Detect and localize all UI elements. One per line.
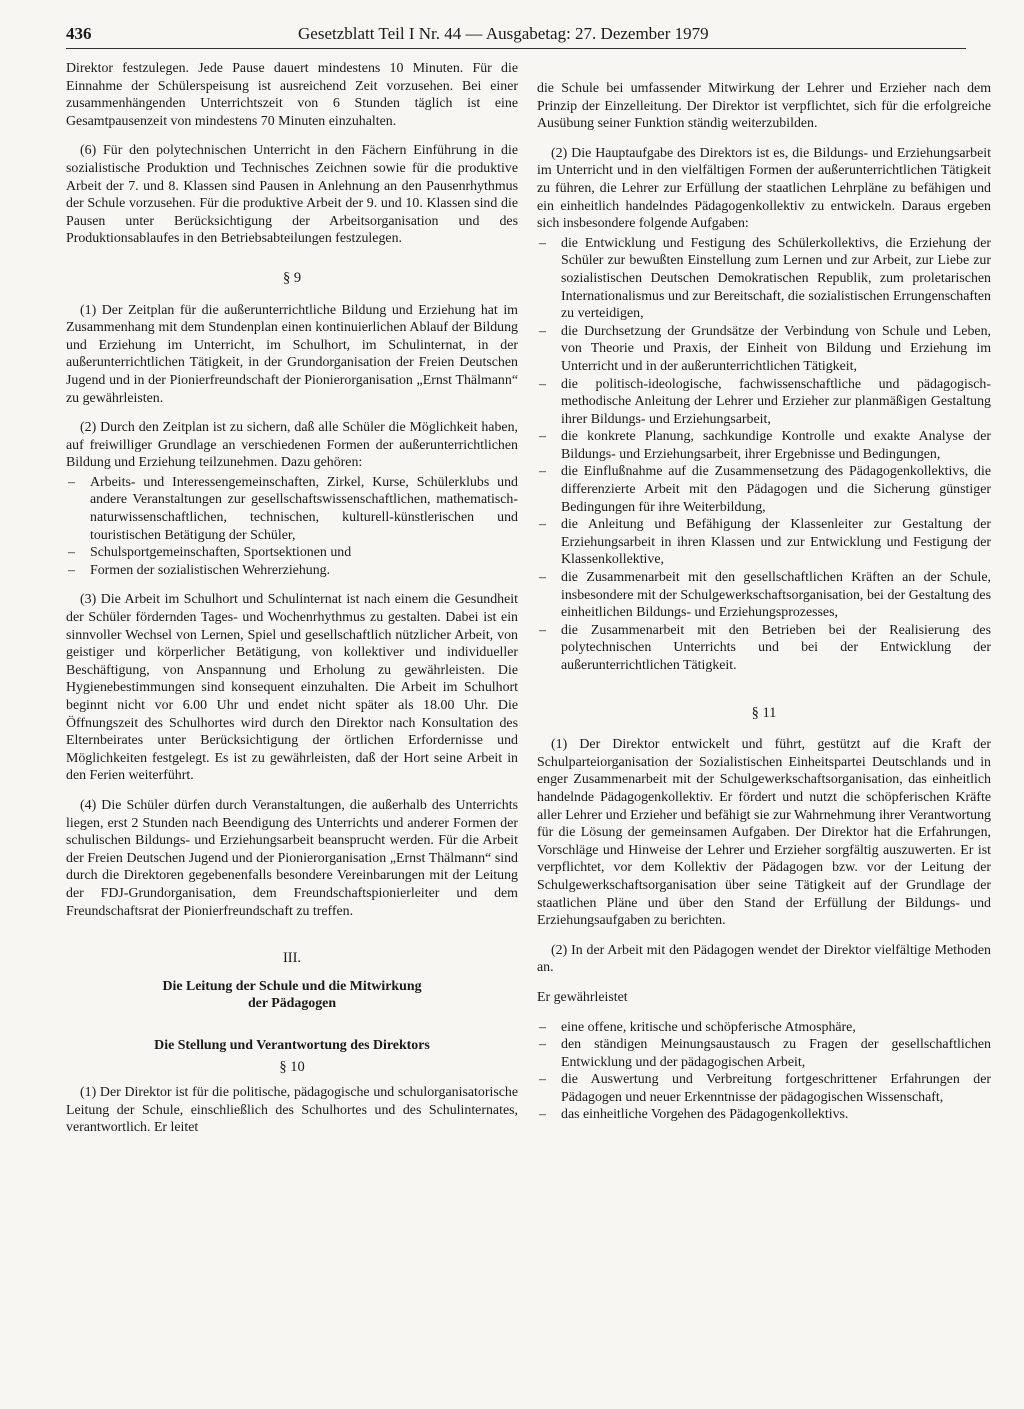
chapter-subtitle: Die Stellung und Verantwortung des Direktors [154,1037,430,1053]
list-item: – die Zusammenarbeit mit den Betrieben bei der Realisierung des polytechnischen Unterrichts und bei der Entwicklung der außerunterrichtlichen Tätigkeit. [537,622,991,675]
page-header [66,20,966,49]
list-item: – die Einflußnahme auf die Zusammensetzung des Pädagogenkollektivs, die differenzierte Arbeit mit den Pädagogen und die Sicherung günstiger Bedingungen für ihre Weiterbildung, [537,463,991,516]
section9-paragraph-1: (1) Der Zeitplan für die außerunterrichtliche Bildung und Erziehung hat im Zusammenhang mit dem Stundenplan einen kontinuierlichen Ablauf der Bildung und Erziehung im Unterricht, im Schulhort, im Schulinternat, in der außerunterrichtlichen Tätigkeit, in der Grundorganisation der Freien Deutschen Jugend und in der Pionierfreundschaft der Pionierorganisation „Ernst Thälmann“ zu gewährleisten. [66,302,518,406]
running-title: Gesetzblatt Teil I Nr. 44 — Ausgabetag: 27. Dezember 1979 [298,24,709,43]
section9-list [66,474,518,580]
section11-paragraph-1: (1) Der Direktor entwickelt und führt, gestützt auf die Kraft der Schulparteiorganisation der Sozialistischen Einheitspartei Deutschlands und in enger Zusammenarbeit mit der Schulgewerkschaftsorganisation, das einheitlich handelnde Pädagogenkollektiv. Er fördert und nutzt die schöpferischen Kräfte aller Lehrer und Erzieher und befähigt sie zur Wahrnehmung ihrer Verantwortung für die Lösung der gemeinsamen Aufgaben. Der Direktor hat die Erfahrungen, Vorschläge und Hinweise der Lehrer und Erzieher sorgfältig auszuwerten. Er ist verpflichtet, vor dem Kollektiv der Pädagogen bzw. vor der Leitung der Schulgewerkschaftsorganisation über seine Tätigkeit auf der Grundlage der staatlichen Pläne und über den Stand der Erfüllung der Bildungs- und Erziehungsaufgaben zu berichten. [537,737,991,929]
paragraph-continued-right: die Schule bei umfassender Mitwirkung der Lehrer und Erzieher nach dem Prinzip der Einzelleitung. Der Direktor ist verpflichtet, sich für die erfolgreiche Ausübung seiner Funktion ständig weiterzubilden. [537,81,991,132]
section10-paragraph-2: (2) Die Hauptaufgabe des Direktors ist es, die Bildungs- und Erziehungsarbeit im Unterricht und in den vielfältigen Formen der außerunterrichtlichen Tätigkeit zu führen, die Lehrer zur Erfüllung der staatlichen Lehrpläne zu befähigen und ein einheitlich handelndes Pädagogenkollektiv zu entwickeln. Daraus ergeben sich insbesondere folgende Aufgaben: [537,145,991,232]
section9-paragraph-3: (3) Die Arbeit im Schulhort und Schulinternat ist nach einem die Gesundheit der Schüler fördernden Tages- und Wochenrhythmus zu gestalten. Dabei ist ein sinnvoller Wechsel von Lernen, Spiel und gesellschaftlich nützlicher Arbeit, von geistiger und körperlicher Betätigung, von kollektiver und individueller Beschäftigung, von Anspannung und Erholung zu gewährleisten. Die Hygienebestimmungen sind konsequent einzuhalten. Die Arbeit im Schulhort beginnt nicht vor 6.00 Uhr und endet nicht später als 18.00 Uhr. Die Öffnungszeit des Schulhortes wird durch den Direktor nach Konsultation des Elternbeirates unter Berücksichtigung der örtlichen Erfordernisse und Möglichkeiten festgelegt. Es ist zu gewährleisten, daß der Hort seine Arbeit in den Ferien weiterführt. [66,592,518,784]
page-number: 436 [66,24,92,43]
section-heading-10: § 10 [279,1058,305,1075]
list-item: – Arbeits- und Interessengemeinschaften, Zirkel, Kurse, Schülerklubs und andere Veranstaltungen zur gesellschaftswissenschaftlichen, mathematisch-naturwissenschaftlichen, technischen, kulturell-künstlerischen und touristischen Betätigung der Schüler, [66,474,518,544]
section9-paragraph-2: (2) Durch den Zeitplan ist zu sichern, daß alle Schüler die Möglichkeit haben, auf freiwilliger Grundlage an verschiedenen Formen der außerunterrichtlichen Bildung und Erziehung teilzunehmen. Dazu gehören: [66,420,518,471]
left-column [66,60,518,1149]
section-heading-9: § 9 [282,269,302,286]
list-item: – die Zusammenarbeit mit den gesellschaftlichen Kräften an der Schule, insbesondere mit der Schulgewerkschaftsorganisation, bei der Gestaltung des einheitlichen Bildungs- und Erziehungsprozesses, [537,569,991,622]
right-column [537,80,991,1136]
section11-list-lead: Er gewährleistet [537,989,628,1005]
part-number: III. [282,950,302,967]
list-item: – die Entwicklung und Festigung des Schülerkollektivs, die Erziehung der Schüler zur bewußten Einstellung zum Lernen und zur Arbeit, zur Liebe zur sozialistischen Deutschen Demokratischen Republik, zum proletarischen Internationalismus und zur Bereitschaft, die sozialistischen Errungenschaften zu verteidigen, [537,235,991,323]
section-heading-11: § 11 [751,704,777,721]
part-title-line-2: der Pädagogen [247,996,337,1012]
list-item: – Formen der sozialistischen Wehrerziehung. [66,562,518,580]
section11-paragraph-2: (2) In der Arbeit mit den Pädagogen wendet der Direktor vielfältige Methoden an. [537,942,991,976]
section10-task-list [537,235,991,675]
list-item: – eine offene, kritische und schöpferische Atmosphäre, [537,1019,991,1037]
list-item: – die Durchsetzung der Grundsätze der Verbindung von Schule und Leben, von Theorie und Praxis, der Einheit von Bildung und Erziehung im Unterricht und in der außerunterrichtlichen Tätigkeit, [537,323,991,376]
section9-paragraph-4: (4) Die Schüler dürfen durch Veranstaltungen, die außerhalb des Unterrichts liegen, erst 2 Stunden nach Beendigung des Unterrichts und anderer Formen der schulischen Bildungs- und Erziehungsarbeit beansprucht werden. Für die Arbeit der Freien Deutschen Jugend und der Pionierorganisation „Ernst Thälmann“ sind durch die Direktoren gegebenenfalls besondere Vereinbarungen mit der Leitung der FDJ-Grundorganisation, dem Freundschaftspionierleiter und dem Freundschaftsrat der Pionierfreundschaft zu treffen. [66,797,518,919]
list-item: – das einheitliche Vorgehen des Pädagogenkollektivs. [537,1106,991,1124]
section10-paragraph-1: (1) Der Direktor ist für die politische, pädagogische und schulorganisatorische Leitung der Schule, einschließlich des Schulhortes und des Schulinternates, verantwortlich. Er leitet [66,1085,518,1136]
part-title-line-1: Die Leitung der Schule und die Mitwirkung [162,978,422,994]
paragraph-6: (6) Für den polytechnischen Unterricht in den Fächern Einführung in die sozialistische Produktion und Technisches Zeichnen sowie für die produktive Arbeit der 7. und 8. Klassen sind Pausen in Anlehnung an den Pausenrhythmus der Schule vorzusehen. Für die produktive Arbeit der 9. und 10. Klassen sind die Pausen unter Berücksichtigung der Arbeitsorganisation und des Produktionsablaufes in den Betriebsabteilungen festzulegen. [66,143,518,247]
list-item: – die politisch-ideologische, fachwissenschaftliche und pädagogisch-methodische Anleitung der Lehrer und Erzieher zur planmäßigen Gestaltung ihrer Bildungs- und Erziehungsarbeit, [537,376,991,429]
section11-list [537,1019,991,1125]
paragraph-continued: Direktor festzulegen. Jede Pause dauert mindestens 10 Minuten. Für die Einnahme der Schülerspeisung ist ausreichend Zeit vorzusehen. Bei einer zusammenhängenden Unterrichtszeit von 6 Stunden täglich ist eine Gesamtpausenzeit von mindestens 70 Minuten einzuhalten. [66,61,518,129]
list-item: – den ständigen Meinungsaustausch zu Fragen der gesellschaftlichen Entwicklung und der pädagogischen Arbeit, [537,1036,991,1071]
list-item: – die konkrete Planung, sachkundige Kontrolle und exakte Analyse der Bildungs- und Erziehungsarbeit, ihrer Ergebnisse und Bedingungen, [537,428,991,463]
list-item: – die Anleitung und Befähigung der Klassenleiter zur Gestaltung der Erziehungsarbeit in ihren Klassen und zur Entwicklung und Festigung der Klassenkollektive, [537,516,991,569]
list-item: – die Auswertung und Verbreitung fortgeschrittener Erfahrungen der Pädagogen und neuer Erkenntnisse der pädagogischen Wissenschaft, [537,1071,991,1106]
list-item: – Schulsportgemeinschaften, Sportsektionen und [66,544,518,562]
